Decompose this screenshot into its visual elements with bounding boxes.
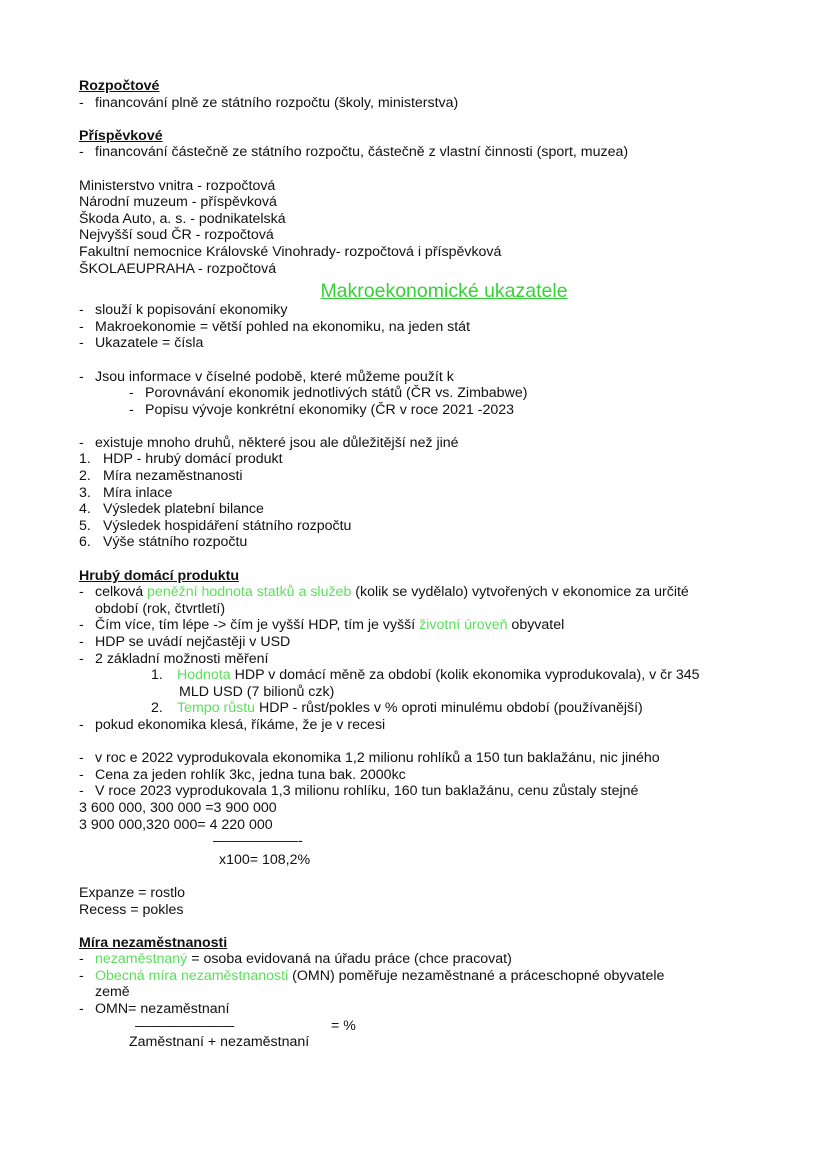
numbered-item: 1. Hodnota HDP v domácí měně za období (kolik ekonomika vyprodukovala), v čr 345 [151, 667, 700, 684]
example-line: Národní muzeum - příspěvková [79, 194, 277, 211]
calc-line: 3 600 000, 300 000 =3 900 000 [79, 799, 277, 816]
fraction-line: ——————— [135, 1017, 235, 1034]
sub-list-item: - Porovnávání ekonomik jednotlivých států (ČR vs. Zimbabwe) [129, 385, 528, 402]
fraction-denominator: Zaměstnaní + nezaměstnaní [129, 1034, 310, 1051]
list-item: - Cena za jeden rohlík 3kc, jedna tuna bak. 2000kc [79, 766, 406, 783]
list-item: - Makroekonomie = větší pohled na ekonomiku, na jeden stát [79, 318, 471, 335]
list-item: - celková peněžní hodnota statků a služeb (kolik se vydělalo) vytvořených v ekonomice za určité [79, 584, 689, 601]
numbered-item: 2. Míra nezaměstnanosti [79, 468, 243, 485]
list-item: - 2 základní možnosti měření [79, 650, 269, 667]
calc-result: x100= 108,2% [219, 851, 311, 868]
calc-line: 3 900 000,320 000= 4 220 000 [79, 816, 273, 833]
fraction-row [79, 1018, 779, 1035]
numbered-item-continuation: MLD USD (7 bilionů czk) [179, 683, 335, 700]
numbered-item: 6. Výše státního rozpočtu [79, 534, 248, 551]
numbered-item: 1. HDP - hrubý domácí produkt [79, 451, 283, 468]
list-item: - HDP se uvádí nejčastěji v USD [79, 634, 291, 650]
list-item: - pokud ekonomika klesá, říkáme, že je v recesi [79, 716, 386, 733]
document-page [79, 78, 779, 1051]
definition-line: Expanze = rostlo [79, 884, 186, 901]
heading-mira-nezamestnanosti: Míra nezaměstnanosti [79, 934, 228, 951]
list-item: - OMN= nezaměstnaní [79, 1001, 230, 1018]
list-item: - existuje mnoho druhů, některé jsou ale důležitější než jiné [79, 434, 459, 451]
example-line: Fakultní nemocnice Královské Vinohrady- rozpočtová i příspěvková [79, 243, 502, 260]
list-item: - Obecná míra nezaměstnanosti (OMN) poměřuje nezaměstnané a práceschopné obyvatele [79, 967, 665, 984]
percent-label: = % [331, 1017, 356, 1034]
list-item-continuation: země [95, 984, 130, 1001]
numbered-item: 2. Tempo růstu HDP - růst/pokles v % oproti minulému období (používanější) [151, 700, 643, 717]
definition-line: Recess = pokles [79, 901, 184, 918]
heading-hdp: Hrubý domácí produktu [79, 567, 240, 584]
example-line: Nejvyšší soud ČR - rozpočtová [79, 227, 274, 244]
list-item: - Jsou informace v číselné podobě, které můžeme použít k [79, 368, 454, 385]
list-item: - slouží k popisování ekonomiky [79, 302, 288, 319]
example-line: Ministerstvo vnitra - rozpočtová [79, 177, 276, 194]
numbered-item: 3. Míra inlace [79, 484, 173, 501]
fraction-line: ——————- [213, 833, 303, 850]
list-item: - Ukazatele = čísla [79, 335, 204, 352]
list-item: - V roce 2023 vyprodukovala 1,3 milionu rohlíku, 160 tun baklažánu, cenu zůstaly stejné [79, 783, 639, 800]
list-item: - financování plně ze státního rozpočtu (školy, ministerstva) [79, 94, 459, 111]
sub-list-item: - Popisu vývoje konkrétní ekonomiky (ČR v roce 2021 -2023 [129, 401, 515, 418]
list-item: - nezaměstnaný = osoba evidovaná na úřadu práce (chce pracovat) [79, 951, 512, 968]
list-item: - Čím více, tím lépe -> čím je vyšší HDP, tím je vyšší životní úroveň obyvatel [79, 617, 565, 634]
section-title-makroekonomicke: Makroekonomické ukazatele [320, 280, 568, 303]
example-line: Škoda Auto, a. s. - podnikatelská [79, 210, 286, 227]
heading-prispevkove: Příspěvkové [79, 127, 163, 144]
list-item: - v roc e 2022 vyprodukovala ekonomika 1,2 milionu rohlíků a 150 tun baklažánu, nic jiného [79, 750, 660, 767]
heading-rozpoctove: Rozpočtové [79, 78, 160, 94]
list-item: - financování částečně ze státního rozpočtu, částečně z vlastní činnosti (sport, muzea) [79, 144, 629, 161]
example-line: ŠKOLAEUPRAHA - rozpočtová [79, 260, 277, 277]
numbered-item: 5. Výsledek hospidáření státního rozpočtu [79, 517, 352, 534]
list-item-continuation: období (rok, čtvrtletí) [95, 600, 226, 617]
numbered-item: 4. Výsledek platební bilance [79, 501, 264, 518]
